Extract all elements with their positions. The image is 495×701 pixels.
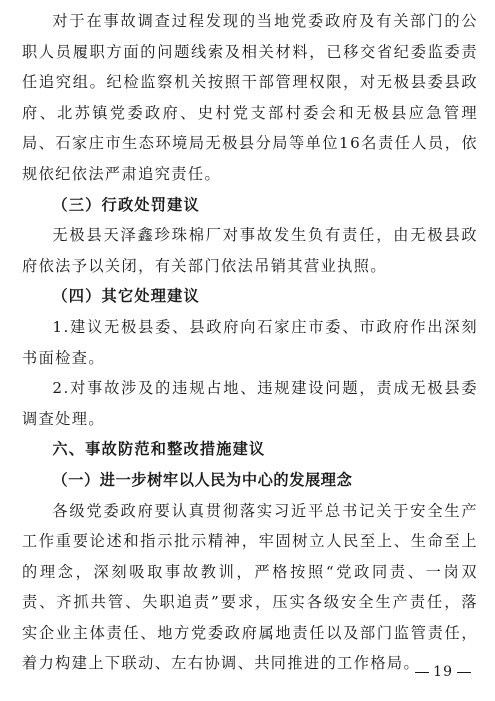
heading-administrative-penalty: （三）行政处罚建议 xyxy=(52,195,200,214)
heading-prevention-measures: 六、事故防范和整改措施建议 xyxy=(52,440,266,459)
paragraph-penalty: 无极县天泽鑫珍珠棉厂对事故发生负有责任，由无极县政府依法予以关闭，有关部门依法吊销其营业执照。 xyxy=(22,226,478,275)
heading-other-suggestions: （四）其它处理建议 xyxy=(52,287,200,306)
document-page xyxy=(22,6,478,679)
paragraph-suggestion-2: 2.对事故涉及的违规占地、违规建设问题，责成无极县委调查处理。 xyxy=(22,379,478,428)
page-number: 19 xyxy=(433,664,453,680)
paragraph-accountability: 对于在事故调查过程发现的当地党委政府及有关部门的公职人员履职方面的问题线索及相关材料，已移交省纪委监委责任追究组。纪检监察机关按照干部管理权限，对无极县委县政府、北苏镇党委政府、史村党支部村委会和无极县应急管理局、石家庄市生态环境局无极县分局等单位16名责任人员，依规依纪依法严肃追究责任。 xyxy=(22,12,478,183)
heading-people-centered: （一）进一步树牢以人民为中心的发展理念 xyxy=(52,470,353,489)
paragraph-people-centered: 各级党委政府要认真贯彻落实习近平总书记关于安全生产工作重要论述和指示批示精神，牢固树立人民至上、生命至上的理念，深刻吸取事故教训，严格按照“党政同责、一岗双责、齐抓共管、失职追责”要求，压实各级安全生产责任，落实企业主体责任、地方党委政府属地责任以及部门监管责任，着力构建上下联动、左右协调、共同推进的工作格局。 xyxy=(22,501,478,673)
page-footer xyxy=(411,664,475,680)
footer-dash-right xyxy=(457,672,471,673)
paragraph-suggestion-1: 1.建议无极县委、县政府向石家庄市委、市政府作出深刻书面检查。 xyxy=(22,317,478,367)
footer-dash-left xyxy=(415,672,429,673)
